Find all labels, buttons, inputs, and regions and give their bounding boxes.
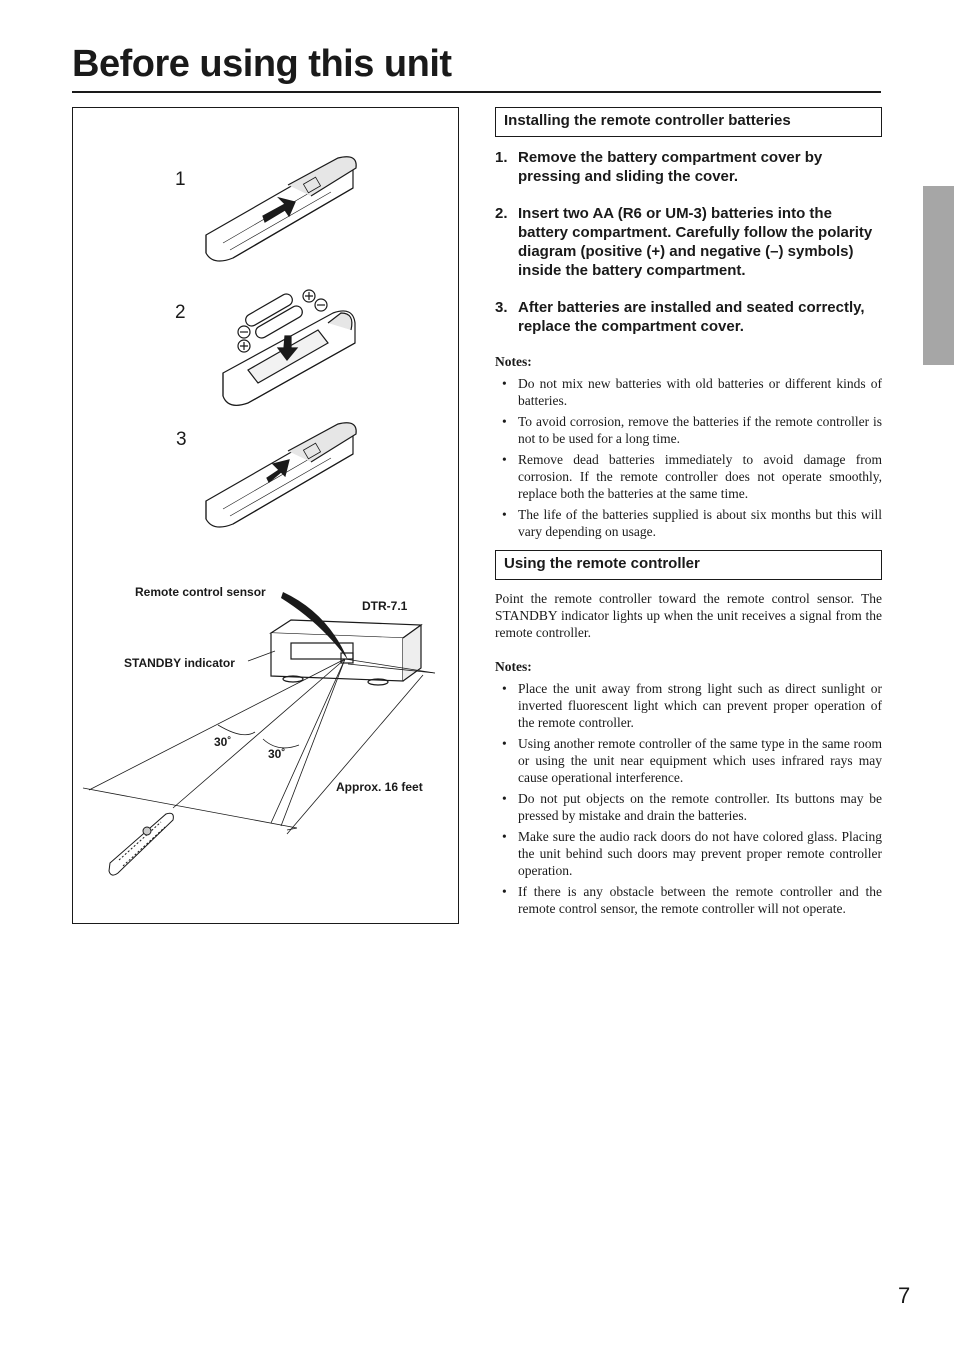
- batteries-heading: Installing the remote controller batteries: [495, 107, 882, 137]
- list-item: • Remove dead batteries immediately to avoid damage from corrosion. If the remote controller does not operate smoothly, replace both the batteries at the same time.: [495, 451, 882, 502]
- figure-step-2-number: 2: [175, 302, 186, 323]
- step-text: Remove the battery compartment cover by pressing and sliding the cover.: [518, 149, 823, 185]
- list-item: • Do not put objects on the remote controller. Its buttons may be pressed by mistake and drain the batteries.: [495, 790, 882, 824]
- battery-step: [495, 298, 882, 336]
- using-notes-heading: Notes:: [495, 659, 532, 674]
- instructions-column: [495, 107, 882, 921]
- section-tab: [923, 186, 954, 365]
- list-item: • Do not mix new batteries with old batteries or different kinds of batteries.: [495, 375, 882, 409]
- step-text: Insert two AA (R6 or UM-3) batteries into the battery compartment. Carefully follow the polarity diagram (positive (+) and negative (–) symbols) inside the battery compartment.: [518, 205, 873, 279]
- list-item: • Using another remote controller of the same type in the same room or using the unit near equipment which uses infrared rays may cause operational interference.: [495, 735, 882, 786]
- battery-notes-heading: Notes:: [495, 354, 532, 369]
- remote-step1-illustration: [206, 157, 356, 261]
- page-number: 7: [898, 1283, 911, 1308]
- illustration: [73, 108, 458, 923]
- standby-indicator-label: STANDBY indicator: [124, 656, 235, 670]
- using-remote-heading: Using the remote controller: [495, 550, 882, 580]
- using-remote-intro: Point the remote controller toward the remote control sensor. The STANDBY indicator lights up when the unit receives a signal from the remote controller.: [495, 591, 882, 640]
- illustration-box: [72, 107, 459, 924]
- list-item: • If there is any obstacle between the remote controller and the remote control sensor, the remote controller will not operate.: [495, 883, 882, 917]
- list-item: • To avoid corrosion, remove the batteries if the remote controller is not to be used for a long time.: [495, 413, 882, 447]
- list-item: • The life of the batteries supplied is about six months but this will vary depending on usage.: [495, 506, 882, 540]
- receiver-unit-illustration: [271, 620, 421, 685]
- model-label: DTR-7.1: [362, 599, 408, 613]
- figure-step-3-number: 3: [176, 429, 187, 450]
- step-number: 1.: [495, 149, 508, 166]
- using-notes-list: [495, 680, 882, 917]
- angle-left-label: 30˚: [214, 735, 232, 749]
- remote-controller-illustration: [109, 813, 173, 875]
- list-item: • Make sure the audio rack doors do not have colored glass. Placing the unit behind such doors may prevent proper remote controller operation.: [495, 828, 882, 879]
- page-title: Before using this unit: [72, 43, 452, 85]
- remote-sensor-label: Remote control sensor: [135, 585, 266, 599]
- battery-step: [495, 204, 882, 280]
- step-text: After batteries are installed and seated correctly, replace the compartment cover.: [518, 299, 865, 335]
- battery-notes-list: [495, 375, 882, 540]
- remote-step2-illustration: [223, 290, 355, 405]
- step-number: 2.: [495, 205, 508, 222]
- distance-label: Approx. 16 feet: [336, 780, 423, 794]
- remote-step3-illustration: [206, 423, 356, 527]
- list-item: • Place the unit away from strong light such as direct sunlight or inverted fluorescent light which can prevent proper operation of the remote controller.: [495, 680, 882, 731]
- step-number: 3.: [495, 299, 508, 316]
- title-rule: [72, 91, 881, 93]
- battery-step: [495, 148, 882, 186]
- battery-steps: [495, 148, 882, 336]
- figure-step-1-number: 1: [175, 169, 186, 190]
- angle-right-label: 30˚: [268, 747, 286, 761]
